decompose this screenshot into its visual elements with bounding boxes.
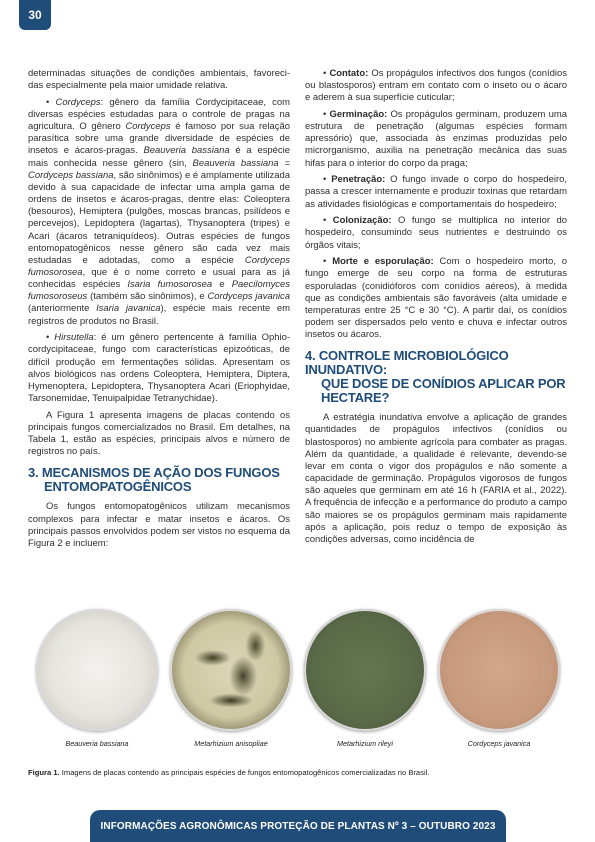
caption-text: Imagens de placas contendo as principais espécies de fungos entomopatogênicos comercializadas no Brasil. [59, 768, 430, 777]
step-text: Os propágulos infectivos dos fungos (conídios ou blastosporos) entram em contato com o inseto ou o ácaro e aderem à sua superfície cuticular; [305, 68, 567, 104]
step-text: O fungo invade o corpo do hospedeiro, passa a crescer internamente e produzir toxinas que retardam as atividades fisiológicas e comportamentais do hospedeiro; [305, 174, 568, 210]
step-text: Os propágulos germinam, produzem uma estrutura de penetração (algumas espécies formam apressório) que, associada às enzimas produzidas pelo microrganismo, auxilia na penetração mecânica das suas hifas para o interior do corpo da praga; [305, 108, 567, 169]
footer-banner [90, 810, 506, 842]
step-text: O fungo se multiplica no interior do hospedeiro, consumindo seus nutrientes e destruindo os órgãos vitais; [305, 215, 567, 251]
paragraph-intro-continued: determinadas situações de condições ambientais, favoreci-das especialmente pela maior umidade relativa. [28, 68, 290, 92]
heading-line: HECTARE? [321, 390, 390, 406]
step-item: • Contato: Os propágulos infectivos dos fungos (conídios ou blastosporos) entram em contato com o inseto ou o ácaro e aderem à sua superfície cuticular; [305, 68, 567, 104]
species-name: Cordyceps fumosorosea [28, 254, 290, 278]
left-column [28, 68, 290, 554]
plate-caption: Beauveria bassiana [65, 739, 129, 748]
petri-dish-image [438, 609, 560, 731]
petri-dish-image [304, 609, 426, 731]
text-segment: , são sinônimos) e é amplamente utilizada devido à sua capacidade de infectar uma ampla gama de ordens de insetos e ácaros-pragas, dentre elas: Coleoptera (besouros), Hemiptera (pulgões, moscas brancas, psilídeos e percevejos), Lepidoptera (lagartas), Thysanoptera (tripes) e Acari (ácaros tetraniquídeos). Outras espécies de fungos entomopatogênicos nesse gênero são cada vez mais estudadas e adotadas, como a espécie [28, 169, 290, 266]
page-number-tab [19, 0, 51, 30]
heading-line: QUE DOSE DE CONÍDIOS APLICAR POR [321, 376, 566, 392]
plate-cordyceps-javanica [438, 609, 560, 748]
paragraph-mecanismos: Os fungos entomopatogênicos utilizam mecanismos complexos para infectar e matar insetos e ácaros. Os principais passos envolvidos podem ser vistos no esquema da Figura 2 e incluem: [28, 501, 290, 549]
petri-dish-image [170, 609, 292, 731]
paragraph-inundativo: A estratégia inundativa envolve a aplicação de grandes quantidades de propágulos infectivos (conídios ou blastosporos) no ambiente agrícola para combater as pragas. Além da quantidade, a qualidade é relevante, devendo-se levar em conta o vigor dos propágulos e não somente a capacidade de germinação. Propágulos vigorosos de fungos são aqueles que germinam em até 16 h (FARIA et al., 2022). A frequência de infecção e a performance do produto a campo são maiores se os propágulos germinam mais rapidamente após a aplicação, pois reduz o tempo de exposição às condições adversas, como incidência de [305, 412, 567, 545]
text-segment: é famoso por sua relação parasítica sobre uma grande diversidade de espécies de insetos e ácaros-pragas. [28, 121, 290, 157]
mechanism-steps-list [305, 68, 567, 341]
species-name: Beauveria bassiana [143, 145, 230, 157]
section-3-heading [28, 466, 290, 494]
text-segment: , que é o nome correto e usual para as já conhecidas espécies [28, 267, 290, 291]
step-label: Colonização: [332, 215, 392, 227]
step-label: Morte e esporulação: [332, 256, 434, 268]
species-name: Beauveria bassiana = Cordyceps bassiana [28, 157, 291, 181]
plate-metarhizium-anisopliae [170, 609, 292, 748]
step-item: • Penetração: O fungo invade o corpo do hospedeiro, passa a crescer internamente e produzir toxinas que retardam as atividades fisiológicas e comportamentais do hospedeiro; [305, 174, 568, 210]
heading-line: 4. CONTROLE MICROBIOLÓGICO INUNDATIVO: [305, 348, 509, 378]
plate-caption: Metarhizium rileyi [337, 739, 393, 748]
step-text: Com o hospedeiro morto, o fungo emerge de seu corpo na forma de estruturas esporuladas (conidióforos com conídios aéreos), à medida que as condições ambientais são favoráveis (alta umidade e temperaturas entre 25 °C e 30 °C). A partir daí, os conídios podem ser dispersados pelo vento e chuva e infectar outros insetos ou ácaros. [305, 256, 567, 341]
text-segment: : é um gênero pertencente à família Ophio-cordycipitaceae, fungo com características epizoóticas, de difícil produção em fermentações sólidas. Apresentam os alvos biológicos nas ordens Coleoptera, Hemiptera, Diptera, Hymenoptera, Lepidoptera, Thysanoptera Acari (Eriophyidae, Tarsonemidae, Tenuipalpidae Tetranychidae). [28, 332, 290, 405]
species-name: Paecilomyces fumosoroseus [28, 279, 290, 303]
petri-dish-image [36, 609, 158, 731]
step-item: • Morte e esporulação: Com o hospedeiro morto, o fungo emerge de seu corpo na forma de estruturas esporuladas (conidióforos com conídios aéreos), à medida que as condições ambientais são favoráveis (alta umidade e temperaturas entre 25 °C e 30 °C). A partir daí, os conídios podem ser dispersados pelo vento e chuva e infectar outros insetos ou ácaros. [305, 256, 567, 341]
step-item: • Germinação: Os propágulos germinam, produzem uma estrutura de penetração (algumas espécies formam apressório) que, associada às enzimas produzidas pelo microrganismo, auxilia na penetração mecânica das suas hifas para o interior do corpo da praga; [305, 108, 567, 169]
step-label: Germinação: [329, 108, 388, 120]
heading-line: 3. MECANISMOS DE AÇÃO DOS FUNGOS [28, 465, 280, 481]
species-name: Isaria javanica [96, 303, 161, 315]
figure-1-plates [28, 609, 568, 759]
text-segment: (anteriormente [28, 303, 97, 315]
caption-label: Figura 1. [28, 768, 60, 777]
plate-metarhizium-rileyi [304, 609, 426, 748]
bullet-hirsutella: • Hirsutella: é um gênero pertencente à família Ophio-cordycipitaceae, fungo com características epizoóticas, de difícil produção em fermentações sólidas. Apresentam os alvos biológicos nas ordens Coleoptera, Hemiptera, Diptera, Hymenoptera, Lepidoptera, Thysanoptera Acari (Eriophyidae, Tarsonemidae, Tenuipalpidae Tetranychidae). [28, 332, 290, 405]
figure-caption [28, 768, 568, 777]
section-4-heading [305, 349, 567, 405]
text-segment: : gênero da família Cordycipitaceae, com diversas espécies estudadas para o controle de pragas na agricultura. O gênero [28, 96, 290, 133]
heading-line: ENTOMOPATOGÊNICOS [44, 479, 192, 495]
plate-beauveria-bassiana [36, 609, 158, 748]
text-segment: (também são sinônimos), e [87, 291, 208, 303]
text-segment: é a espécie mais conhecida nesse gênero (sin, [28, 145, 290, 169]
species-name: Isaria fumosorosea [127, 279, 213, 291]
step-label: Penetração: [331, 174, 386, 186]
text-segment: ), espécie mais recente em registros de produtos no Brasil. [28, 303, 290, 327]
footer-text: INFORMAÇÕES AGRONÔMICAS PROTEÇÃO DE PLANTAS Nº 3 – OUTUBRO 2023 [100, 820, 496, 832]
genus-name: Cordyceps [125, 121, 171, 133]
species-name: Cordyceps javanica [207, 291, 291, 303]
step-label: Contato: [329, 68, 369, 79]
paragraph-figura-1: A Figura 1 apresenta imagens de placas contendo os principais fungos comercializados no Brasil. Em detalhes, na Tabela 1, estão as espécies, principais alvos e número de registros no país. [28, 409, 290, 458]
plate-caption: Metarhizium anisopliae [194, 739, 268, 748]
right-column [305, 68, 567, 551]
plate-caption: Cordyceps javanica [467, 739, 531, 748]
step-item: • Colonização: O fungo se multiplica no interior do hospedeiro, consumindo seus nutrientes e destruindo os órgãos vitais; [305, 215, 567, 251]
genus-name: Hirsutella [54, 332, 94, 344]
text-segment: e [212, 279, 232, 291]
genus-name: Cordyceps [55, 96, 101, 108]
page-number: 30 [28, 8, 42, 22]
bullet-cordyceps: • Cordyceps: gênero da família Cordycipitaceae, com diversas espécies estudadas para o controle de pragas na agricultura. O gênero Cordyceps é famoso por sua relação parasítica sobre uma grande diversidade de espécies de insetos e ácaros-pragas. Beauveria bassiana é a espécie mais conhecida nesse gênero (sin, Beauveria bassiana = Cordyceps bassiana, são sinônimos) e é amplamente utilizada devido à sua capacidade de infectar uma ampla gama de ordens de insetos e ácaros-pragas, dentre elas: Coleoptera (besouros), Hemiptera (pulgões, moscas brancas, psilídeos e percevejos), Lepidoptera (lagartas), Thysanoptera (tripes) e Acari (ácaros tetraniquídeos). Outras espécies de fungos entomopatogênicos nesse gênero são cada vez mais estudadas e adotadas, como a espécie Cordyceps fumosorosea, que é o nome correto e usual para as já conhecidas espécies Isaria fumosorosea e Paecilomyces fumosoroseus (também são sinônimos), e Cordyceps javanica (anteriormente Isaria javanica), espécie mais recente em registros de produtos no Brasil. [28, 96, 291, 327]
